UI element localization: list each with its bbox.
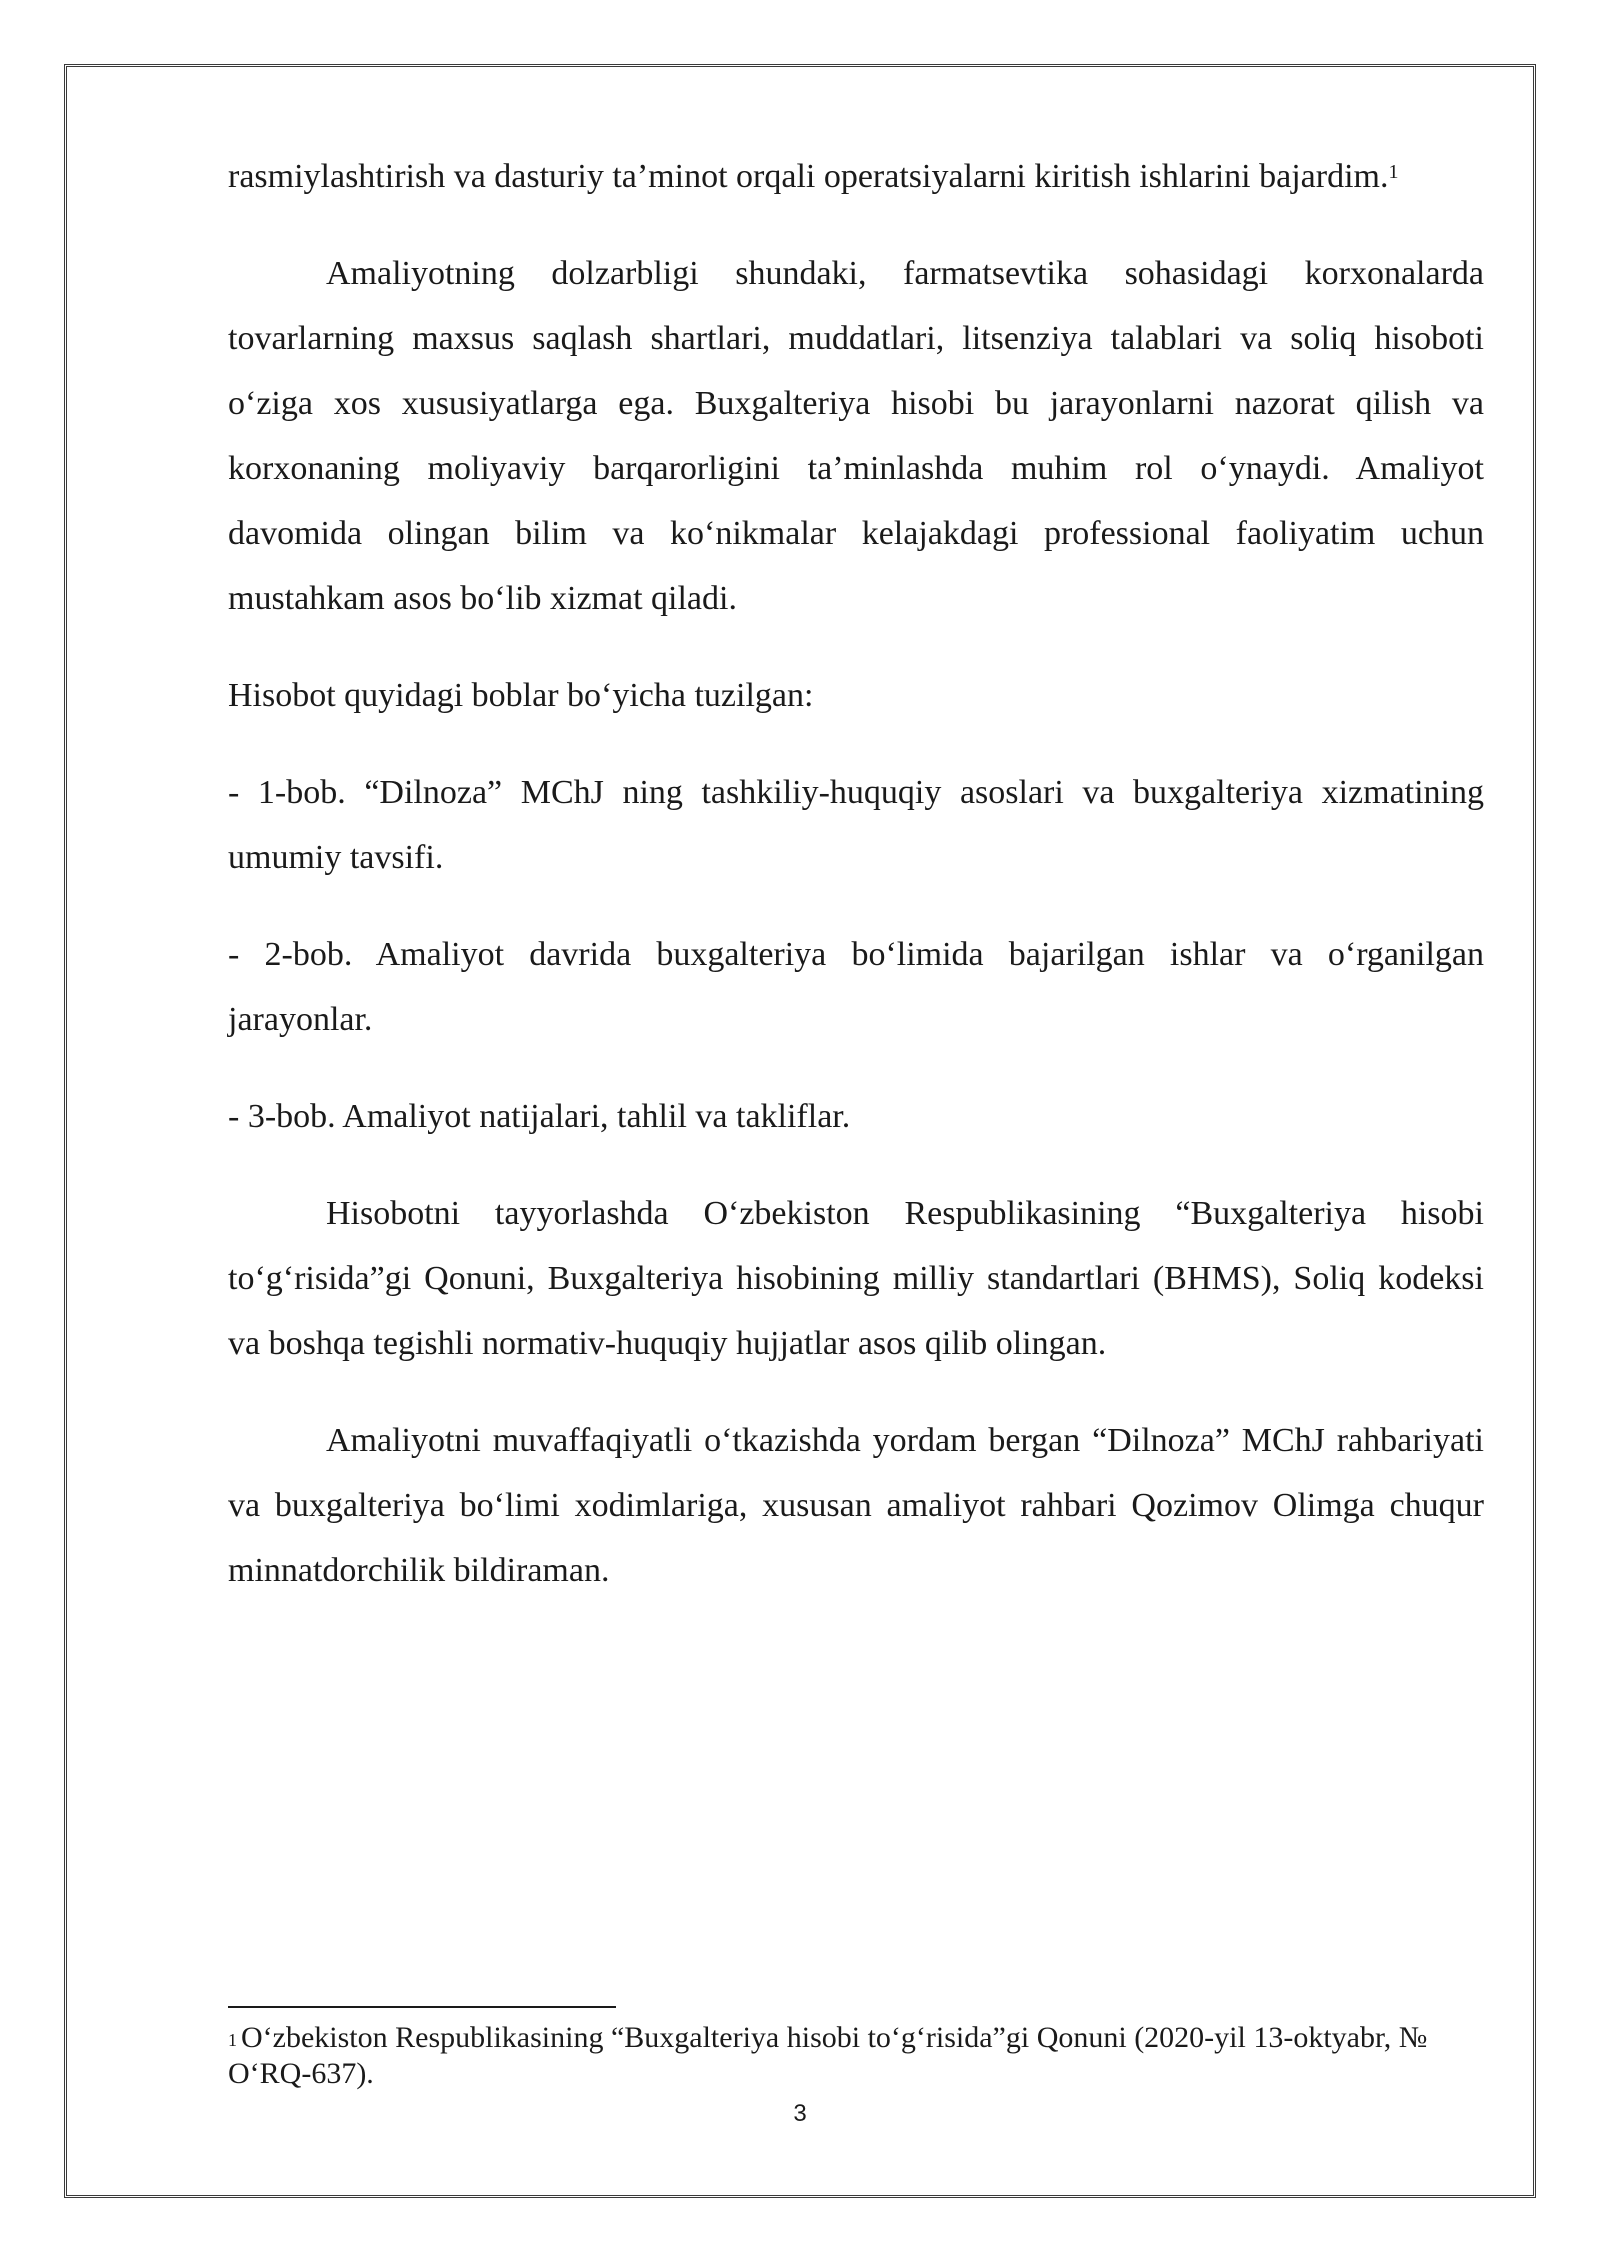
footnote-reference[interactable]: 1 [1388,161,1399,183]
footnote-separator [228,2006,616,2008]
paragraph-structure-intro: Hisobot quyidagi boblar bo‘yicha tuzilgan: [228,677,814,714]
footnote-mark: 1 [228,2030,237,2050]
list-item-chapter-3: - 3-bob. Amaliyot natijalari, tahlil va takliflar. [228,1098,851,1135]
list-item-chapter-1: - 1-bob. “Dilnoza” MChJ ning tashkiliy-huquqiy asoslari va buxgalteriya xizmatining umumiy tavsifi. [228,774,1484,876]
footnote-text: O‘zbekiston Respublikasining “Buxgalteriya hisobi to‘g‘risida”gi Qonuni (2020-yil 13-oktyabr, № O‘RQ-637). [228,2021,1428,2090]
footnote [228,2020,1484,2092]
paragraph-acknowledgement: Amaliyotni muvaffaqiyatli o‘tkazishda yordam bergan “Dilnoza” MChJ rahbariyati va buxgalteriya bo‘limi xodimlariga, xususan amaliyot rahbari Qozimov Olimga chuqur minnatdorchilik bildiraman. [228,1422,1484,1589]
page-number: 3 [793,2100,807,2127]
list-item-chapter-2: - 2-bob. Amaliyot davrida buxgalteriya bo‘limida bajarilgan ishlar va o‘rganilgan jarayonlar. [228,936,1484,1038]
paragraph-relevance: Amaliyotning dolzarbligi shundaki, farmatsevtika sohasidagi korxonalarda tovarlarning maxsus saqlash shartlari, muddatlari, litsenziya talablari va soliq hisoboti o‘ziga xos xususiyatlarga ega. Buxgalteriya hisobi bu jarayonlarni nazorat qilish va korxonaning moliyaviy barqarorligini ta’minlashda muhim rol o‘ynaydi. Amaliyot davomida olingan bilim va ko‘nikmalar kelajakdagi professional faoliyatim uchun mustahkam asos bo‘lib xizmat qiladi. [228,255,1484,617]
paragraph-text: rasmiylashtirish va dasturiy ta’minot orqali operatsiyalarni kiritish ishlarini bajardim. [228,158,1389,195]
document-body [228,144,1484,1635]
paragraph-legal-basis: Hisobotni tayyorlashda O‘zbekiston Respublikasining “Buxgalteriya hisobi to‘g‘risida”gi Qonuni, Buxgalteriya hisobining milliy standartlari (BHMS), Soliq kodeksi va boshqa tegishli normativ-huquqiy hujjatlar asos qilib olingan. [228,1195,1484,1362]
paragraph-continuation [228,144,1484,209]
